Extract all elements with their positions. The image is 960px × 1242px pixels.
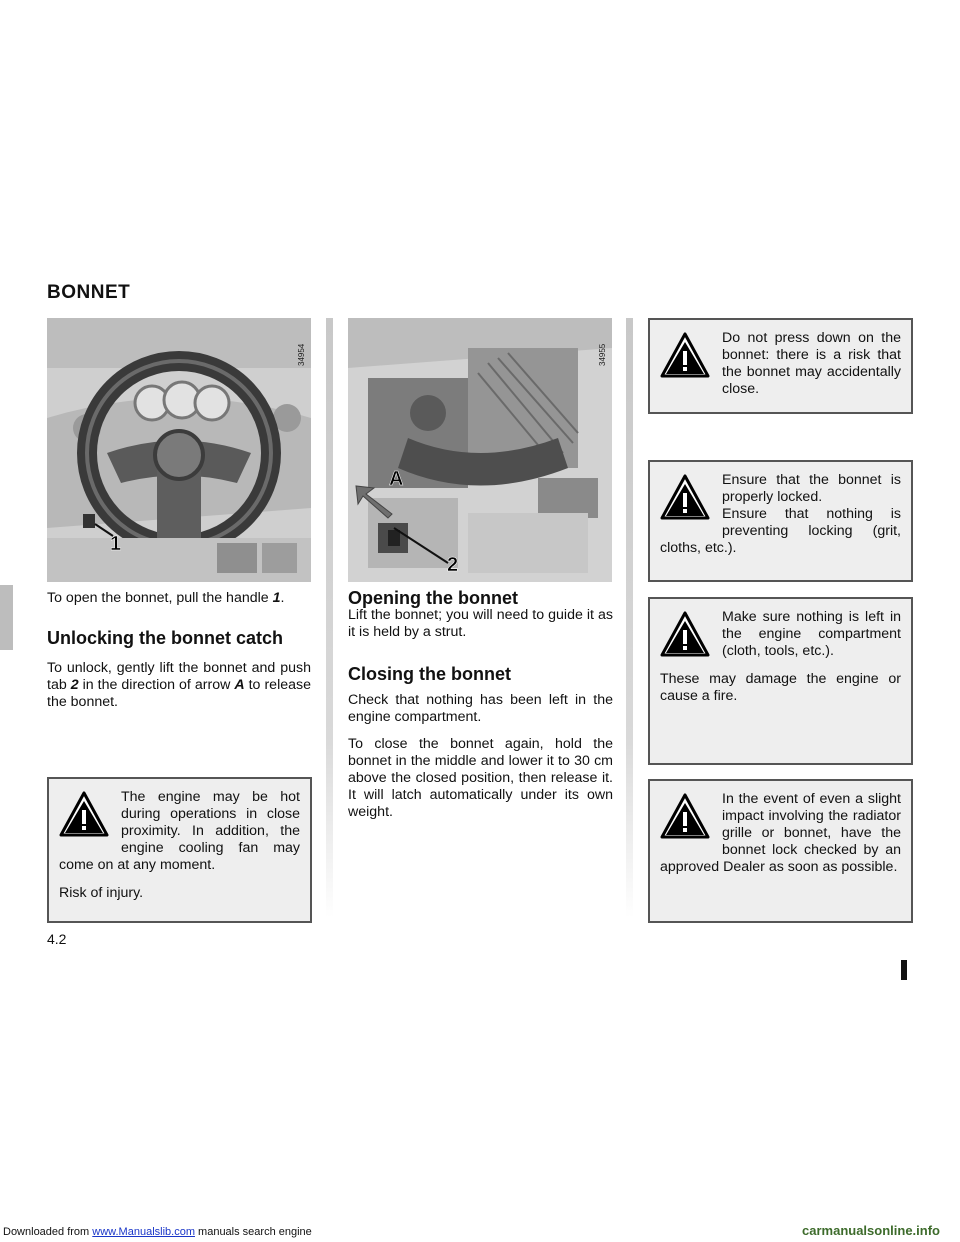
warning-triangle-icon bbox=[660, 332, 710, 378]
warning-triangle-icon bbox=[660, 793, 710, 839]
page-title: BONNET bbox=[47, 282, 131, 303]
warning-properly-locked: Ensure that the bonnet is properly locked. Ensure that nothing is preventing locking (grit, cloths, etc.). bbox=[648, 460, 913, 582]
heading-closing: Closing the bonnet bbox=[348, 664, 511, 684]
callout-arrow-a: A bbox=[389, 468, 404, 490]
warning-triangle-icon bbox=[660, 611, 710, 657]
callout-tab-2: 2 bbox=[447, 554, 459, 576]
warning-triangle-icon bbox=[59, 791, 109, 837]
intro-text: To open the bonnet, pull the handle 1. bbox=[47, 590, 285, 606]
footer bbox=[0, 1220, 960, 1242]
warning-press-down: Do not press down on the bonnet: there is a risk that the bonnet may accidentally close. bbox=[648, 318, 913, 414]
watermark: carmanualsonline.info bbox=[802, 1223, 940, 1238]
opening-text: Lift the bonnet; you will need to guide it as it is held by a strut. bbox=[348, 607, 613, 640]
heading-unlocking: Unlocking the bonnet catch bbox=[47, 628, 284, 648]
figure-engine-compartment bbox=[348, 318, 612, 582]
figure-steering-wheel bbox=[47, 318, 311, 582]
engine-compartment-illustration bbox=[348, 318, 612, 582]
download-notice: Downloaded from www.Manualslib.com manuals search engine bbox=[3, 1226, 312, 1238]
steering-wheel-illustration bbox=[47, 318, 311, 582]
warning-hot-engine: The engine may be hot during operations in close proximity. In addition, the engine cooling fan may come on at any moment. Risk of injury. bbox=[47, 777, 312, 923]
page-number: 4.2 bbox=[47, 931, 67, 947]
callout-handle-1: 1 bbox=[110, 533, 122, 555]
end-of-section-mark bbox=[901, 960, 907, 980]
figure-code: 34955 bbox=[598, 343, 607, 366]
manualslib-link[interactable]: www.Manualslib.com bbox=[92, 1226, 195, 1238]
heading-opening: Opening the bonnet bbox=[348, 588, 518, 608]
warning-impact: In the event of even a slight impact involving the radiator grille or bonnet, have the bonnet lock checked by an approved Dealer as soon as possible. bbox=[648, 779, 913, 923]
figure-code: 34954 bbox=[297, 343, 306, 366]
unlock-text: To unlock, gently lift the bonnet and push tab 2 in the direction of arrow A to release the bonnet. bbox=[47, 660, 311, 710]
warning-triangle-icon bbox=[660, 474, 710, 520]
warning-nothing-left: Make sure nothing is left in the engine compartment (cloth, tools, etc.). These may damage the engine or cause a fire. bbox=[648, 597, 913, 765]
closing-text: Check that nothing has been left in the engine compartment. To close the bonnet again, hold the bonnet in the middle and lower it to 30 cm above the closed position, then release it. It will latch automatically under its own weight. bbox=[348, 692, 613, 820]
column-divider bbox=[626, 318, 633, 918]
column-divider bbox=[326, 318, 333, 918]
section-side-tab bbox=[0, 585, 13, 650]
